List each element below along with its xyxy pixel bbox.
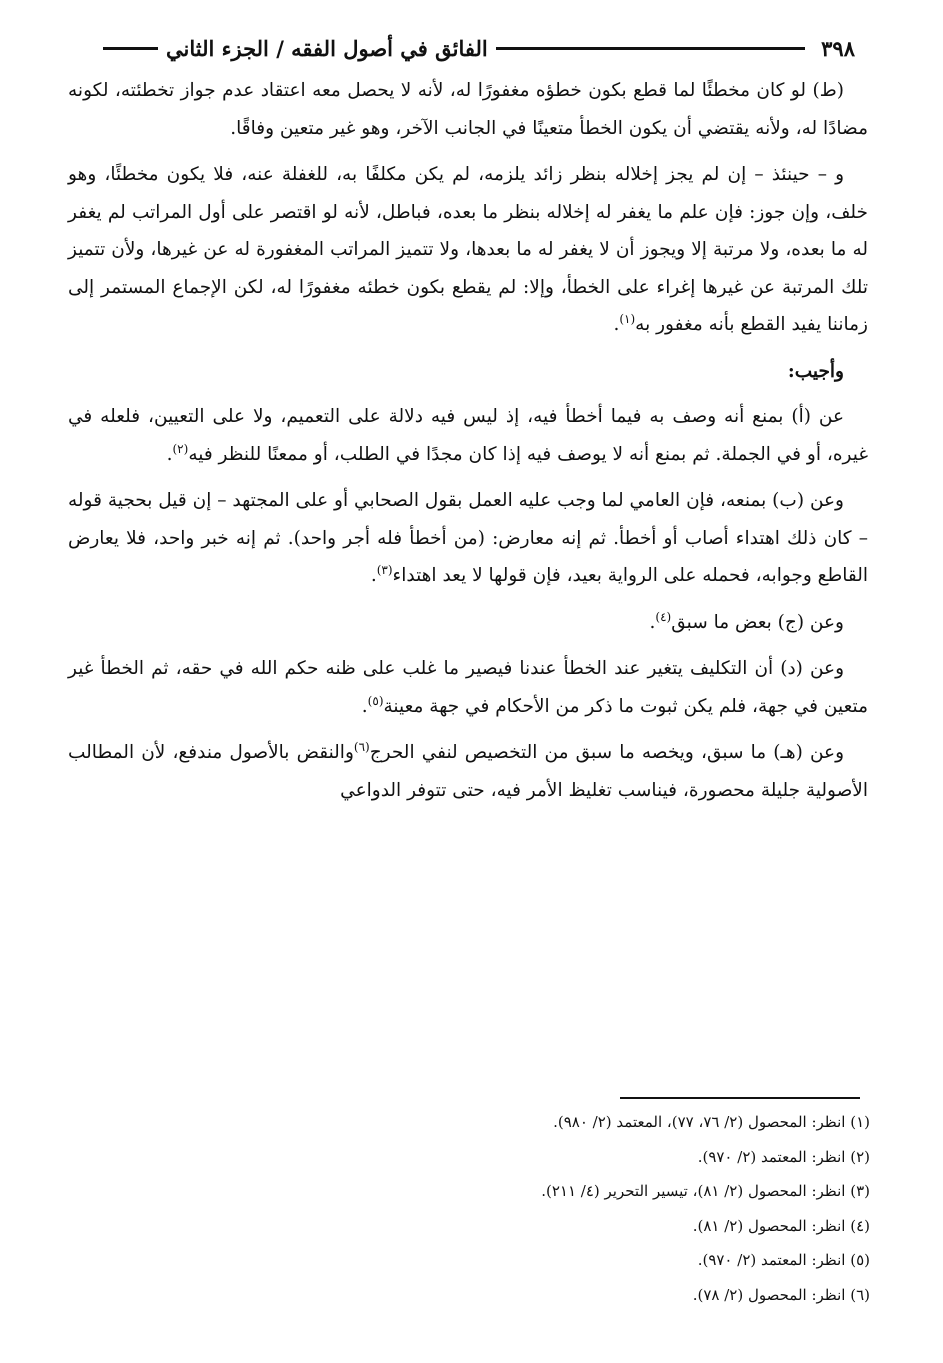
footnote-ref-2[interactable]: (٢) — [172, 441, 189, 456]
book-title: الفائق في أصول الفقه / الجزء الثاني — [166, 35, 488, 61]
paragraph-7 — [68, 734, 868, 809]
footnotes — [100, 1105, 870, 1312]
footnote-2: (٢) انظر: المعتمد (٢/ ٩٧٠). — [697, 1147, 870, 1166]
answer-heading — [68, 353, 868, 391]
footnote-ref-6[interactable]: (٦) — [353, 739, 370, 754]
footnote-ref-5[interactable]: (٥) — [367, 693, 384, 708]
page-number: ٣٩٨ — [821, 35, 855, 61]
footnote-6: (٦) انظر: المحصول (٢/ ٧٨). — [692, 1285, 870, 1304]
paragraph-text: وعن (ب) بمنعه، فإن العامي لما وجب عليه العمل بقول الصحابي أو على المجتهد – إن قيل بحجية قوله – كان ذلك اهتداء أصاب أو أخطأ. ثم إنه معارض: (من أخطأ فله أجر واحد). ثم إنه خبر واحد، فلا يعارض القاطع وجوابه، فحمله على الرواية بعيد، فإن قولها لا يعد اهتداء — [68, 490, 868, 586]
footnote-separator — [620, 1097, 860, 1099]
footnote-5: (٥) انظر: المعتمد (٢/ ٩٧٠). — [697, 1251, 870, 1269]
header-rule-left — [496, 47, 805, 50]
footnote-ref-3[interactable]: (٣) — [376, 562, 393, 577]
paragraph-6: وعن (د) أن التكليف يتغير عند الخطأ عندنا فيصير ما غلب على ظنه حكم الله في حقه، ثم الخطأ غير متعين في جهة، فلم يكن ثبوت ما ذكر من الأحكام في جهة معينة$^{(٥)}$. — [68, 658, 868, 717]
heading-text: وأجيب: — [787, 360, 844, 382]
page-header — [95, 28, 855, 68]
paragraph-text: و – حينئذ – إن لم يجز إخلاله بنظر زائد يلزمه، لم يكن مكلفًا به، للغفلة عنه، فلا يكون مخطئًا، وهو خلف، وإن جوز: فإن علم ما يغفر له إخلاله بنظر ما بعده، فباطل، لأنه لو اقتصر على أول المراتب لم يغفر له ما بعده، ولا مرتبة إلا ويجوز أن لا يغفر له ما بعدها، ولا تتميز المراتب المغفورة له عن غيرها، ولأن تتميز تلك المرتبة عن غيرها إغراء على الخطأ، وإلا: لم يقطع بكون خطئه مغفورًا له، لكن الإجماع المستمر إلى زماننا يفيد القطع بأنه مغفور به — [68, 164, 868, 335]
footnote-ref-4[interactable]: (٤) — [655, 609, 672, 624]
header-rule-right — [103, 47, 158, 50]
footnote-ref-1[interactable]: (١) — [619, 311, 636, 326]
paragraph-4: وعن (ب) بمنعه، فإن العامي لما وجب عليه العمل بقول الصحابي أو على المجتهد – إن قيل بحجية قوله – كان ذلك اهتداء أصاب أو أخطأ. ثم إنه معارض: (من أخطأ فله أجر واحد). ثم إنه خبر واحد، فلا يعارض القاطع وجوابه، فحمله على الرواية بعيد، فإن قولها لا يعد اهتداء$^{(٣)}$. — [68, 490, 868, 586]
footnote-3: (٣) انظر: المحصول (٢/ ٨١)، تيسير التحرير (٤/ ٢١١). — [541, 1182, 870, 1200]
paragraph-text: وعن (ج) بعض ما سبق — [671, 611, 844, 633]
paragraph-3: عن (أ) بمنع أنه وصف به فيما أخطأ فيه، إذ ليس فيه دلالة على التعميم، ولا على التعيين، فلعله في غيره، أو في الجملة. ثم بمنع أنه لا يوصف فيه إذا كان مجدًا في الطلب، أو ممعنًا للنظر فيه$^{(٢)}$. — [68, 406, 868, 465]
footnote-4: (٤) انظر: المحصول (٢/ ٨١). — [692, 1216, 870, 1235]
paragraph-text-tail: والنقض بالأصول مندفع، لأن المطالب الأصولية جليلة محصورة، فيناسب تغليظ الأمر فيه، حتى تتوفر الدواعي — [68, 742, 868, 801]
paragraph-5: وعن (ج) بعض ما سبق$^{(٤)}$. — [649, 609, 844, 633]
footnote-1: (١) انظر: المحصول (٢/ ٧٦، ٧٧)، المعتمد (٢/ ٩٨٠). — [553, 1113, 870, 1131]
paragraph-2: و – حينئذ – إن لم يجز إخلاله بنظر زائد يلزمه، لم يكن مكلفًا به، للغفلة عنه، فلا يكون مخطئًا، وهو خلف، وإن جوز: فإن علم ما يغفر له إخلاله بنظر ما بعده، فباطل، لأنه لو اقتصر على أول المراتب لم يغفر له ما بعده، ولا مرتبة إلا ويجوز أن لا يغفر له ما بعدها، ولا تتميز المراتب المغفورة له عن غيرها، ولأن تتميز تلك المرتبة عن غيرها إغراء على الخطأ، وإلا: لم يقطع بكون خطئه مغفورًا له، لكن الإجماع المستمر إلى زماننا يفيد القطع بأنه مغفور به$^{(١)}$. — [68, 164, 868, 335]
paragraph-text: وعن (د) أن التكليف يتغير عند الخطأ عندنا فيصير ما غلب على ظنه حكم الله في حقه، ثم الخطأ غير متعين في جهة، فلم يكن ثبوت ما ذكر من الأحكام في جهة معينة — [68, 658, 868, 717]
paragraph-1 — [68, 72, 868, 147]
paragraph-text: (ط) لو كان مخطئًا لما قطع بكون خطؤه مغفورًا له، لأنه لا يحصل معه اعتقاد عدم جواز تخطئته، لكونه مضادًا له، ولأنه يقتضي أن يكون الخطأ متعينًا في الجانب الآخر، وهو غير متعين وفاقًا. — [68, 80, 868, 139]
paragraph-text: عن (أ) بمنع أنه وصف به فيما أخطأ فيه، إذ ليس فيه دلالة على التعميم، ولا على التعيين، فلعله في غيره، أو في الجملة. ثم بمنع أنه لا يوصف فيه إذا كان مجدًا في الطلب، أو ممعنًا للنظر فيه — [68, 406, 868, 465]
paragraph-text: وعن (هـ) ما سبق، ويخصه ما سبق من التخصيص لنفي الحرج — [369, 742, 845, 763]
main-text — [68, 72, 868, 818]
